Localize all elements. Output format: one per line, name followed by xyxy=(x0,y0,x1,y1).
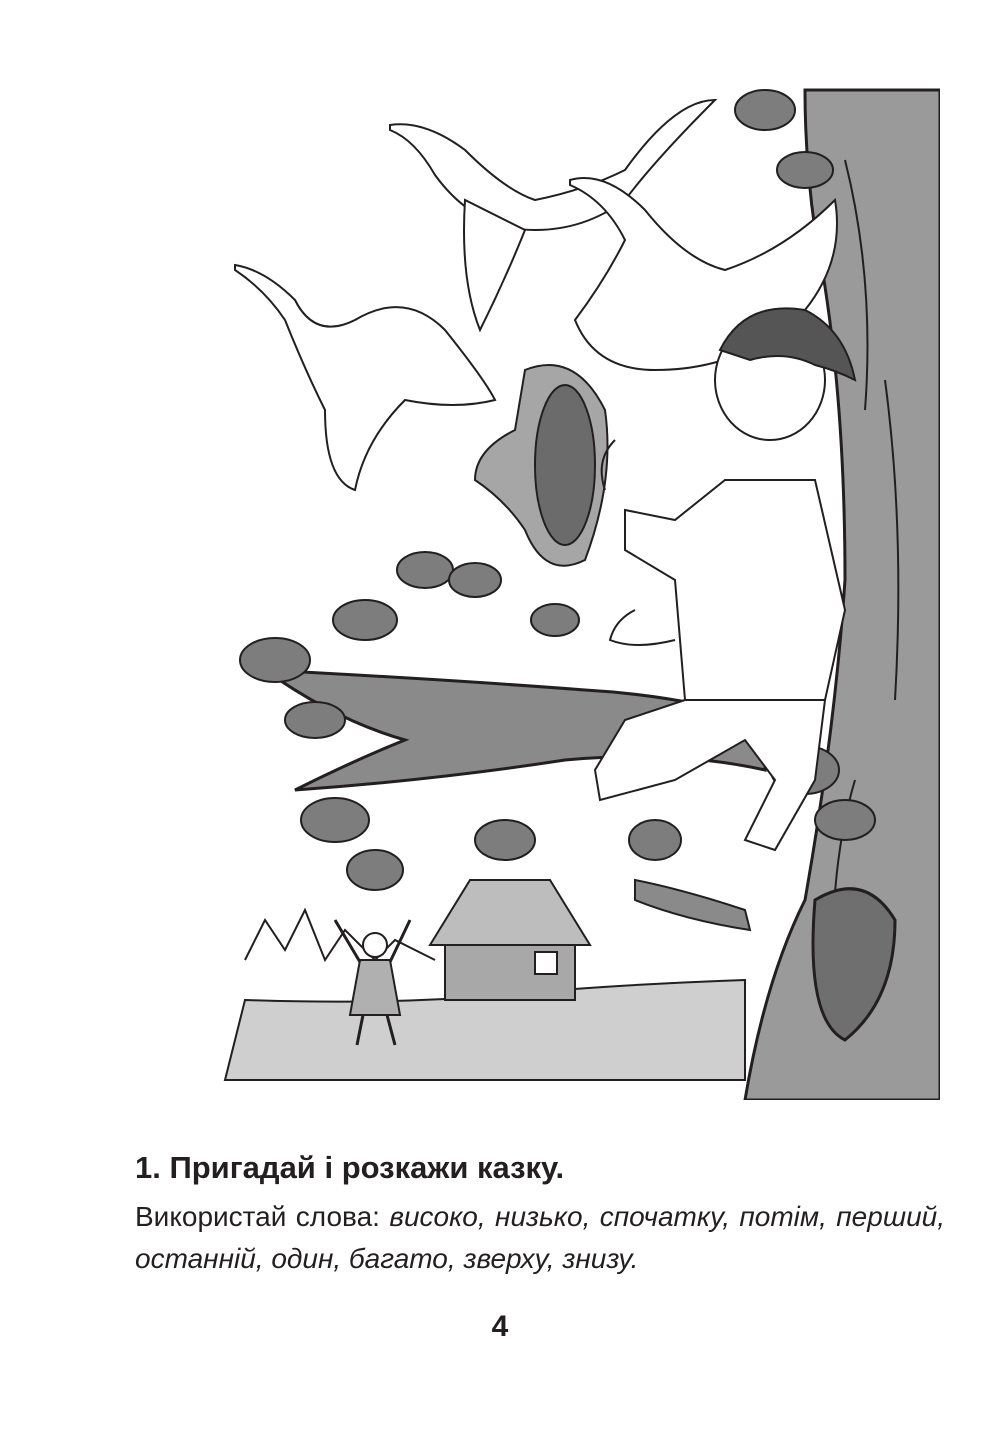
task-lead: Використай слова: xyxy=(135,1201,390,1232)
hut xyxy=(430,880,590,1000)
task-word-list: високо, низько, спочатку, потім, перший, останній, один, багато, зверху, знизу. xyxy=(135,1201,945,1274)
task-instructions xyxy=(135,1196,945,1280)
page-number: 4 xyxy=(491,1310,509,1343)
straw-hat xyxy=(475,365,608,566)
story-illustration xyxy=(205,80,940,1100)
boy-figure xyxy=(595,308,855,850)
task-block xyxy=(135,1148,945,1280)
task-title: 1. Пригадай і розкажи казку. xyxy=(135,1150,565,1185)
